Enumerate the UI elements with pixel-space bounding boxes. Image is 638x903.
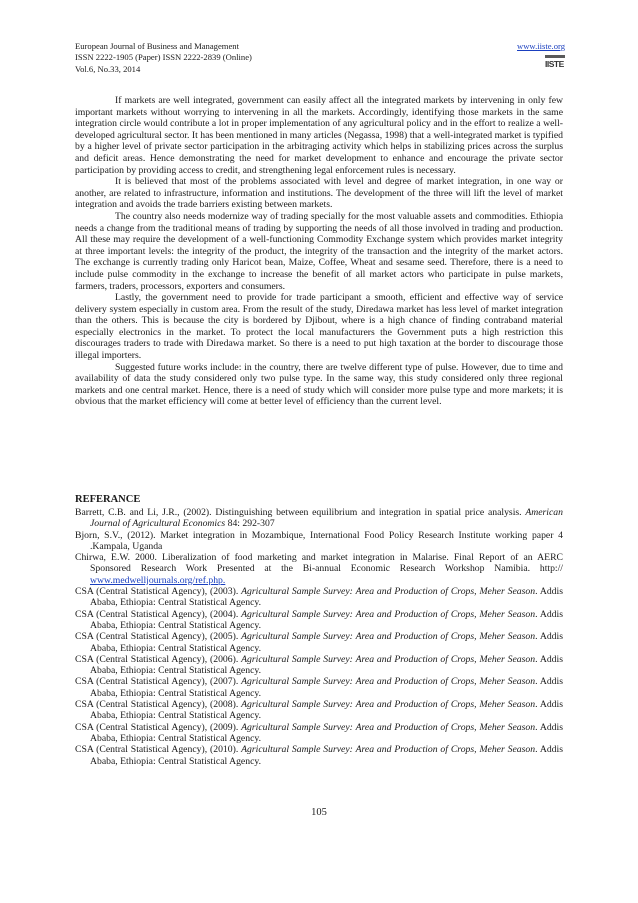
ref-italic: Agricultural Sample Survey: Area and Production of Crops, Meher Season	[241, 699, 536, 711]
ref-text: Barrett, C.B. and Li, J.R., (2002). Distinguishing between equilibrium and integration in spatial price analysis.	[75, 507, 526, 518]
ref-italic: Agricultural Sample Survey: Area and Production of Crops, Meher Season	[241, 608, 536, 620]
ref-text-end: . Addis Ababa, Ethiopia: Central Statistical Agency.	[90, 586, 563, 609]
logo-bar	[545, 55, 565, 58]
reference-item	[75, 744, 563, 767]
reference-item	[75, 552, 563, 586]
reference-item	[75, 609, 563, 632]
paragraph: If markets are well integrated, government can easily affect all the integrated markets by intervening in only few important markets without worrying to intervening in all the markets. Accordingly, identifying those markets in the same integration circle would contribute a lot in proper implementation of any agricultural policy and in the effort to realize a well-developed agricultural sector. It has been mentioned in many articles (Negassa, 1998) that a well-integrated market is typified by a higher level of private sector participation in the arbitraging activity which helps in stabilizing prices across the surplus and deficit areas. Hence demonstrating the need for market development to enhance and encourage the private sector participation by providing access to credit, and strengthening legal enforcement rules is necessary.	[75, 95, 563, 176]
issn-line: ISSN 2222-1905 (Paper) ISSN 2222-2839 (Online)	[75, 52, 252, 63]
reference-item	[75, 676, 563, 699]
ref-text-end: . Addis Ababa, Ethiopia: Central Statistical Agency.	[90, 699, 563, 722]
reference-item	[75, 654, 563, 677]
ref-text: CSA (Central Statistical Agency), (2008).	[75, 699, 242, 711]
ref-italic: Agricultural Sample Survey: Area and Production of Crops, Meher Season	[241, 721, 536, 733]
ref-text-end: . Addis Ababa, Ethiopia: Central Statistical Agency.	[90, 608, 563, 631]
ref-text: CSA (Central Statistical Agency), (2007).	[75, 676, 242, 688]
reference-item	[75, 507, 563, 530]
ref-text: CSA (Central Statistical Agency), (2005).	[75, 631, 242, 643]
ref-text-end: . Addis Ababa, Ethiopia: Central Statistical Agency.	[90, 721, 563, 744]
page-header	[75, 41, 565, 91]
ref-italic: American Journal of Agricultural Economics	[90, 507, 563, 530]
ref-italic: Agricultural Sample Survey: Area and Production of Crops, Meher Season	[241, 631, 536, 643]
references-heading: REFERANCE	[75, 494, 141, 505]
ref-text: CSA (Central Statistical Agency), (2009).	[75, 721, 242, 733]
reference-link[interactable]: www.medwelljournals.org/ref.php.	[90, 574, 226, 586]
ref-italic: Agricultural Sample Survey: Area and Production of Crops, Meher Season	[241, 586, 536, 598]
paragraph: It is believed that most of the problems associated with level and degree of market integration, in one way or another, are related to infrastructure, information and institutions. The development of the three will lift the level of market integration and avoids the trade barriers existing between markets.	[75, 176, 563, 211]
ref-italic: Agricultural Sample Survey: Area and Production of Crops, Meher Season	[241, 676, 536, 688]
logo-text: IISTE	[545, 59, 564, 69]
body-text	[75, 95, 563, 408]
reference-item	[75, 722, 563, 745]
reference-item	[75, 699, 563, 722]
ref-italic: Agricultural Sample Survey: Area and Production of Crops, Meher Season	[241, 653, 536, 665]
ref-text: CSA (Central Statistical Agency), (2004).	[75, 608, 242, 620]
paragraph: Lastly, the government need to provide for trade participant a smooth, efficient and effective way of service delivery system especially in custom area. From the result of the study, Diredawa market has less level of market integration than the others. This is because the city is bordered by Djibout, where is a high chance of finding contraband material especially electronics in the market. To protect the local manufacturers the Government puts a high restriction this discourages traders to trade with Diredawa market. So there is a need to put high taxation at the border to discourage those illegal importers.	[75, 292, 563, 362]
ref-italic: Agricultural Sample Survey: Area and Production of Crops, Meher Season	[241, 744, 536, 756]
volume-line: Vol.6, No.33, 2014	[75, 63, 141, 74]
reference-item	[75, 586, 563, 609]
ref-text: CSA (Central Statistical Agency), (2010).	[75, 744, 242, 756]
ref-text-end: . Addis Ababa, Ethiopia: Central Statistical Agency.	[90, 653, 563, 677]
reference-item	[75, 631, 563, 654]
ref-text-end: . Addis Ababa, Ethiopia: Central Statistical Agency.	[90, 631, 563, 654]
journal-name: European Journal of Business and Management	[75, 41, 239, 51]
website-link[interactable]: www.iiste.org	[517, 41, 565, 51]
iiste-logo	[545, 55, 565, 75]
ref-text: Chirwa, E.W. 2000. Liberalization of food marketing and market integration in Malarise. Final Report of an AERC Sponsored Research Work Presented at the Bi-annual Economic Research Workshop Namibia. http://	[75, 552, 563, 575]
references-list	[75, 507, 563, 767]
ref-text: CSA (Central Statistical Agency), (2003).	[75, 586, 242, 598]
page-number: 105	[311, 807, 327, 818]
ref-text: Bjorn, S.V., (2012). Market integration in Mozambique, International Food Policy Research Institute working paper 4 .Kampala, Uganda	[75, 529, 563, 552]
paragraph: Suggested future works include: in the country, there are twelve different type of pulse. However, due to time and availability of data the study considered only two pulse type. In the same way, this study considered only three regional markets and one central market. Hence, there is a need of study which will consider more pulse type and more markets; it is obvious that the market efficiency will come at better level of efficiency than the current level.	[75, 361, 563, 408]
reference-item	[75, 530, 563, 553]
ref-text-end: . Addis Ababa, Ethiopia: Central Statistical Agency.	[90, 676, 563, 699]
paragraph: The country also needs modernize way of trading specially for the most valuable assets and commodities. Ethiopia needs a change from the traditional means of trading by supporting the needs of all those involved in trading and production. All these may require the development of a well-functioning Commodity Exchange system which provides market integrity at three important levels: the integrity of the product, the integrity of the transaction and the integrity of the market actors. The exchange is currently trading only Haricot bean, Maize, Coffee, Wheat and sesame seed. Therefore, there is a need to include pulse commodity in the exchange to increase the benefit of all market actors who participate in pulse markets, farmers, traders, processors, exporters and consumers.	[75, 210, 563, 292]
ref-text-end: . Addis Ababa, Ethiopia: Central Statistical Agency.	[90, 744, 563, 767]
ref-text-end: 84: 292-307	[225, 518, 275, 530]
ref-text: CSA (Central Statistical Agency), (2006).	[75, 653, 242, 665]
